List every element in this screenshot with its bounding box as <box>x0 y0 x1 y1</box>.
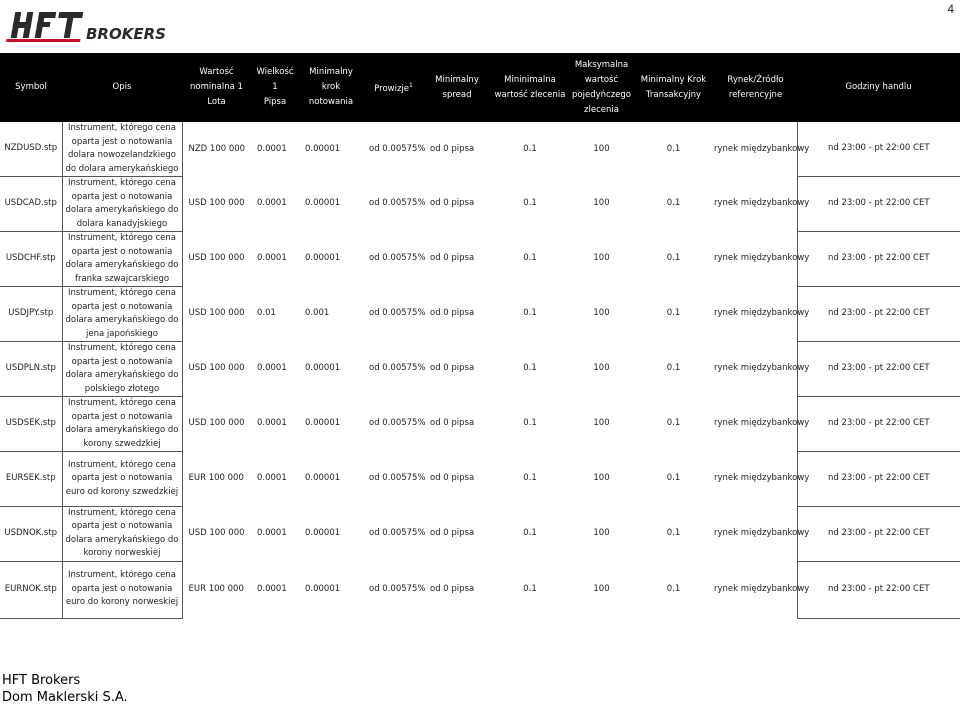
symbol-cell: EURSEK.stp <box>0 452 62 507</box>
lot-value-cell: USD 100 000 <box>188 253 245 264</box>
min-spread-cell: od 0 pipsa <box>430 143 475 154</box>
pip-size-cell: 0.0001 <box>257 198 287 209</box>
pip-size-cell: 0.01 <box>257 308 276 319</box>
market-cell: rynek międzybankowy <box>714 527 810 538</box>
hft-logo-mark <box>6 8 166 44</box>
symbol-cell: USDJPY.stp <box>0 287 62 342</box>
footer-company-type: Dom Maklerski S.A. <box>2 690 128 705</box>
min-spread-cell: od 0 pipsa <box>430 308 475 319</box>
trading-hours-cell: nd 23:00 - pt 22:00 CET <box>797 232 960 287</box>
table-row <box>0 177 960 232</box>
trading-hours-cell: nd 23:00 - pt 22:00 CET <box>797 342 960 397</box>
market-cell: rynek międzybankowy <box>714 308 810 319</box>
table-row <box>0 122 960 177</box>
min-step-cell: 0.00001 <box>305 363 341 374</box>
table-row <box>0 232 960 287</box>
table-row <box>0 342 960 397</box>
symbol-cell: USDPLN.stp <box>0 342 62 397</box>
min-spread-cell: od 0 pipsa <box>430 583 475 594</box>
footer-company: HFT Brokers <box>2 673 81 688</box>
min-step-cell: 0.00001 <box>305 583 341 594</box>
trading-hours-cell: nd 23:00 - pt 22:00 CET <box>797 561 960 618</box>
lot-value-cell: USD 100 000 <box>188 527 245 538</box>
footer <box>2 672 128 706</box>
description-cell: Instrument, którego cena oparta jest o notowania dolara amerykańskiego do korony szwedzkiej <box>62 397 182 452</box>
market-cell: rynek międzybankowy <box>714 143 810 154</box>
header-commission: Prowizje$^1$ <box>363 53 424 122</box>
pip-size-cell: 0.0001 <box>257 583 287 594</box>
table-header-row <box>0 53 960 122</box>
max-order-cell: 100 <box>593 308 610 319</box>
min-spread-cell: od 0 pipsa <box>430 198 475 209</box>
market-cell: rynek międzybankowy <box>714 253 810 264</box>
lot-value-cell: USD 100 000 <box>188 308 245 319</box>
min-spread-cell: od 0 pipsa <box>430 253 475 264</box>
header-min-order: Mininimalna wartość zlecenia <box>490 53 570 122</box>
lot-value-cell: EUR 100 000 <box>188 473 244 483</box>
pip-size-cell: 0.0001 <box>257 143 287 154</box>
lot-value-cell: USD 100 000 <box>188 198 245 209</box>
min-trans-step-cell: 0.1 <box>666 363 681 374</box>
header-min-step: Minimalny krok notowania <box>299 53 363 122</box>
header-market: Rynek/Źródło referencyjne <box>714 53 797 122</box>
trading-hours-cell: nd 23:00 - pt 22:00 CET <box>797 287 960 342</box>
min-step-cell: 0.00001 <box>305 527 341 538</box>
lot-value-cell: USD 100 000 <box>188 418 245 429</box>
symbol-cell: USDCAD.stp <box>0 177 62 232</box>
pip-size-cell: 0.0001 <box>257 253 287 264</box>
min-trans-step-cell: 0.1 <box>666 583 681 594</box>
header-lot-value: Wartość nominalna 1 Lota <box>182 53 251 122</box>
commission-cell: od 0.00575% <box>369 198 426 209</box>
symbol-cell: EURNOK.stp <box>0 561 62 618</box>
min-step-cell: 0.00001 <box>305 418 341 429</box>
min-step-cell: 0.00001 <box>305 253 341 264</box>
header-max-order: Maksymalna wartość pojedyńczego zlecenia <box>570 53 633 122</box>
description-cell: Instrument, którego cena oparta jest o notowania dolara amerykańskiego do dolara kanadyjskiego <box>62 177 182 232</box>
max-order-cell: 100 <box>593 473 610 483</box>
min-step-cell: 0.001 <box>305 308 330 319</box>
min-spread-cell: od 0 pipsa <box>430 473 475 483</box>
header-pip-size: Wielkość 1 Pipsa <box>251 53 299 122</box>
market-cell: rynek międzybankowy <box>714 583 810 594</box>
min-trans-step-cell: 0.1 <box>666 527 681 538</box>
pip-size-cell: 0.0001 <box>257 363 287 374</box>
symbol-cell: NZDUSD.stp <box>0 122 62 177</box>
instrument-table <box>0 53 960 619</box>
min-order-cell: 0.1 <box>523 308 537 319</box>
commission-cell: od 0.00575% <box>369 363 426 374</box>
trading-hours-cell: nd 23:00 - pt 22:00 CET <box>797 397 960 452</box>
min-order-cell: 0.1 <box>523 527 537 538</box>
header-min-spread: Minimalny spread <box>424 53 490 122</box>
min-trans-step-cell: 0.1 <box>666 198 681 209</box>
symbol-cell: USDNOK.stp <box>0 506 62 561</box>
commission-cell: od 0.00575% <box>369 583 426 594</box>
commission-cell: od 0.00575% <box>369 143 426 154</box>
description-cell: Instrument, którego cena oparta jest o notowania dolara amerykańskiego do jena japońskiego <box>62 287 182 342</box>
min-order-cell: 0.1 <box>523 473 537 483</box>
description-cell: Instrument, którego cena oparta jest o notowania dolara amerykańskiego do korony norweskiej <box>62 506 182 561</box>
table-row <box>0 452 960 507</box>
min-order-cell: 0.1 <box>523 583 537 594</box>
trading-hours-cell: nd 23:00 - pt 22:00 CET <box>797 452 960 507</box>
max-order-cell: 100 <box>593 583 610 594</box>
min-order-cell: 0.1 <box>523 253 537 264</box>
min-order-cell: 0.1 <box>523 198 537 209</box>
market-cell: rynek międzybankowy <box>714 363 810 374</box>
min-trans-step-cell: 0.1 <box>666 143 681 154</box>
max-order-cell: 100 <box>593 198 610 209</box>
max-order-cell: 100 <box>593 418 610 429</box>
hft-brokers-logo <box>6 8 166 44</box>
table-row <box>0 506 960 561</box>
lot-value-cell: USD 100 000 <box>188 363 245 374</box>
max-order-cell: 100 <box>593 143 610 154</box>
min-trans-step-cell: 0.1 <box>666 308 681 319</box>
min-step-cell: 0.00001 <box>305 143 341 154</box>
lot-value-cell: EUR 100 000 <box>188 583 244 594</box>
min-trans-step-cell: 0.1 <box>666 418 681 429</box>
market-cell: rynek międzybankowy <box>714 473 810 483</box>
commission-cell: od 0.00575% <box>369 527 426 538</box>
max-order-cell: 100 <box>593 363 610 374</box>
pip-size-cell: 0.0001 <box>257 473 287 483</box>
min-spread-cell: od 0 pipsa <box>430 527 475 538</box>
commission-cell: od 0.00575% <box>369 308 426 319</box>
description-cell: Instrument, którego cena oparta jest o notowania dolara amerykańskiego do franka szwajcarskiego <box>62 232 182 287</box>
description-cell: Instrument, którego cena oparta jest o notowania euro od korony szwedzkiej <box>62 452 182 507</box>
min-order-cell: 0.1 <box>523 143 537 154</box>
max-order-cell: 100 <box>593 527 610 538</box>
market-cell: rynek międzybankowy <box>714 198 810 209</box>
symbol-cell: USDCHF.stp <box>0 232 62 287</box>
pip-size-cell: 0.0001 <box>257 527 287 538</box>
market-cell: rynek międzybankowy <box>714 418 810 429</box>
trading-hours-cell: nd 23:00 - pt 22:00 CET <box>797 506 960 561</box>
table-row <box>0 561 960 618</box>
header-min-trans-step: Minimalny Krok Transakcyjny <box>633 53 714 122</box>
commission-cell: od 0.00575% <box>369 253 426 264</box>
description-cell: Instrument, którego cena oparta jest o notowania euro do korony norweskiej <box>62 561 182 618</box>
trading-hours-cell: nd 23:00 - pt 22:00 CET <box>797 122 960 177</box>
min-spread-cell: od 0 pipsa <box>430 363 475 374</box>
header-description: Opis <box>62 53 182 122</box>
table-row <box>0 287 960 342</box>
header-trading-hours: Godziny handlu <box>797 53 960 122</box>
min-trans-step-cell: 0.1 <box>666 473 681 483</box>
commission-cell: od 0.00575% <box>369 473 426 483</box>
pip-size-cell: 0.0001 <box>257 418 287 429</box>
table-row <box>0 397 960 452</box>
min-spread-cell: od 0 pipsa <box>430 418 475 429</box>
symbol-cell: USDSEK.stp <box>0 397 62 452</box>
trading-hours-cell: nd 23:00 - pt 22:00 CET <box>797 177 960 232</box>
commission-cell: od 0.00575% <box>369 418 426 429</box>
description-cell: Instrument, którego cena oparta jest o notowania dolara amerykańskiego do polskiego złotego <box>62 342 182 397</box>
description-cell: Instrument, którego cena oparta jest o notowania dolara nowozelandzkiego do dolara amerykańskiego <box>62 122 182 177</box>
min-step-cell: 0.00001 <box>305 198 341 209</box>
header-symbol: Symbol <box>0 53 62 122</box>
min-step-cell: 0.00001 <box>305 473 341 483</box>
min-order-cell: 0.1 <box>523 363 537 374</box>
min-order-cell: 0.1 <box>523 418 537 429</box>
max-order-cell: 100 <box>593 253 610 264</box>
page-number: 4 <box>947 2 954 16</box>
min-trans-step-cell: 0.1 <box>666 253 681 264</box>
logo-brokers-text: BROKERS <box>86 25 166 43</box>
lot-value-cell: NZD 100 000 <box>188 143 246 154</box>
